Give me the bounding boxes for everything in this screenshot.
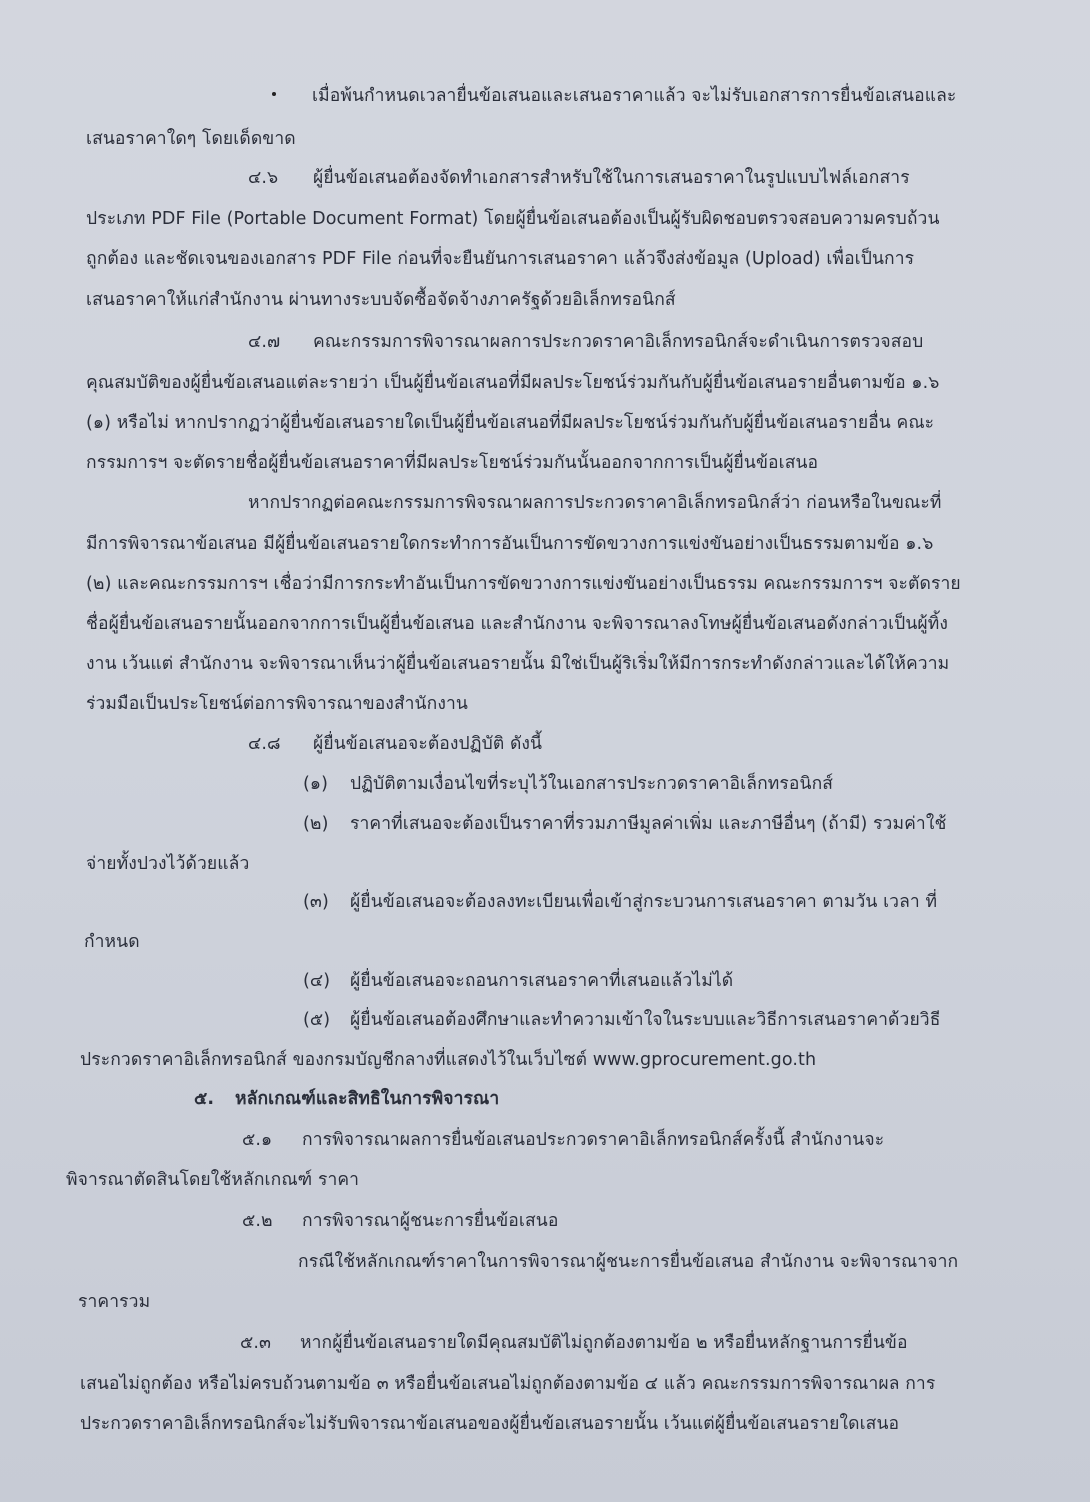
clause-number: ๕.๓	[240, 1333, 272, 1353]
item-number: (๕)	[303, 1010, 331, 1030]
item-number: (๒)	[303, 814, 329, 834]
text-line: จ่ายทั้งปวงไว้ด้วยแล้ว	[86, 854, 250, 874]
text-line: มีการพิจารณาข้อเสนอ มีผู้ยื่นข้อเสนอรายใดกระทำการอันเป็นการขัดขวางการแข่งขันอย่างเป็นธรรมตามข้อ ๑.๖	[86, 534, 934, 554]
item-number: (๔)	[303, 971, 331, 991]
text-line: คณะกรรมการพิจารณาผลการประกวดราคาอิเล็กทรอนิกส์จะดำเนินการตรวจสอบ	[313, 332, 924, 352]
text-line: งาน เว้นแต่ สำนักงาน จะพิจารณาเห็นว่าผู้ยื่นข้อเสนอรายนั้น มิใช่เป็นผู้ริเริ่มให้มีการกระทำดังกล่าวและได้ให้ความ	[86, 654, 950, 674]
text-line: คุณสมบัติของผู้ยื่นข้อเสนอแต่ละรายว่า เป็นผู้ยื่นข้อเสนอที่มีผลประโยชน์ร่วมกันกับผู้ยื่นข้อเสนอรายอื่นตามข้อ ๑.๖	[86, 373, 940, 393]
text-line: หากผู้ยื่นข้อเสนอรายใดมีคุณสมบัติไม่ถูกต้องตามข้อ ๒ หรือยื่นหลักฐานการยื่นข้อ	[300, 1333, 908, 1353]
text-line: เสนอไม่ถูกต้อง หรือไม่ครบถ้วนตามข้อ ๓ หรือยื่นข้อเสนอไม่ถูกต้องตามข้อ ๔ แล้ว คณะกรรมการพิจารณาผล การ	[80, 1374, 936, 1394]
text-line: กรณีใช้หลักเกณฑ์ราคาในการพิจารณาผู้ชนะการยื่นข้อเสนอ สำนักงาน จะพิจารณาจาก	[298, 1252, 959, 1272]
stray-dot-mark	[272, 92, 276, 96]
text-line: พิจารณาตัดสินโดยใช้หลักเกณฑ์ ราคา	[66, 1170, 360, 1190]
text-line: การพิจารณาผลการยื่นข้อเสนอประกวดราคาอิเล็กทรอนิกส์ครั้งนี้ สำนักงานจะ	[302, 1130, 885, 1150]
text-line: (๑) หรือไม่ หากปรากฏว่าผู้ยื่นข้อเสนอรายใดเป็นผู้ยื่นข้อเสนอที่มีผลประโยชน์ร่วมกันกับผู้ยื่นข้อเสนอรายอื่น คณะ	[86, 413, 935, 433]
text-line: ผู้ยื่นข้อเสนอจะต้องลงทะเบียนเพื่อเข้าสู่กระบวนการเสนอราคา ตามวัน เวลา ที่	[350, 892, 938, 912]
text-line: เสนอราคาใดๆ โดยเด็ดขาด	[86, 129, 296, 149]
text-line: การพิจารณาผู้ชนะการยื่นข้อเสนอ	[302, 1211, 559, 1231]
text-line: ราคารวม	[78, 1292, 151, 1312]
text-line: ปฏิบัติตามเงื่อนไขที่ระบุไว้ในเอกสารประกวดราคาอิเล็กทรอนิกส์	[350, 774, 834, 794]
clause-number: ๔.๗	[248, 332, 281, 352]
text-line: (๒) และคณะกรรมการฯ เชื่อว่ามีการกระทำอันเป็นการขัดขวางการแข่งขันอย่างเป็นธรรม คณะกรรมการฯ จะตัดราย	[86, 574, 961, 594]
clause-number: ๕.๒	[242, 1211, 273, 1231]
text-line: กรรมการฯ จะตัดรายชื่อผู้ยื่นข้อเสนอราคาที่มีผลประโยชน์ร่วมกันนั้นออกจากการเป็นผู้ยื่นข้อเสนอ	[86, 453, 819, 473]
section-heading: หลักเกณฑ์และสิทธิในการพิจารณา	[235, 1089, 500, 1109]
clause-number: ๕.๑	[242, 1130, 273, 1150]
text-line: เสนอราคาให้แก่สำนักงาน ผ่านทางระบบจัดซื้อจัดจ้างภาครัฐด้วยอิเล็กทรอนิกส์	[86, 290, 676, 310]
text-line: กำหนด	[84, 932, 140, 952]
text-line: ชื่อผู้ยื่นข้อเสนอรายนั้นออกจากการเป็นผู้ยื่นข้อเสนอ และสำนักงาน จะพิจารณาลงโทษผู้ยื่นข้อเสนอดังกล่าวเป็นผู้ทิ้ง	[86, 614, 949, 634]
text-line: ผู้ยื่นข้อเสนอต้องศึกษาและทำความเข้าใจในระบบและวิธีการเสนอราคาด้วยวิธี	[350, 1010, 941, 1030]
text-line: ผู้ยื่นข้อเสนอจะต้องปฏิบัติ ดังนี้	[313, 734, 543, 754]
clause-number: ๔.๖	[248, 168, 279, 188]
text-line: ถูกต้อง และชัดเจนของเอกสาร PDF File ก่อนที่จะยืนยันการเสนอราคา แล้วจึงส่งข้อมูล (Upload) เพื่อเป็นการ	[86, 249, 915, 269]
text-line: ประกวดราคาอิเล็กทรอนิกส์จะไม่รับพิจารณาข้อเสนอของผู้ยื่นข้อเสนอรายนั้น เว้นแต่ผู้ยื่นข้อเสนอรายใดเสนอ	[80, 1414, 900, 1434]
item-number: (๑)	[303, 774, 329, 794]
text-line: ผู้ยื่นข้อเสนอต้องจัดทำเอกสารสำหรับใช้ในการเสนอราคาในรูปแบบไฟล์เอกสาร	[313, 168, 910, 188]
clause-number: ๔.๘	[248, 734, 281, 754]
text-line: ร่วมมือเป็นประโยชน์ต่อการพิจารณาของสำนักงาน	[86, 694, 468, 714]
text-line: หากปรากฏต่อคณะกรรมการพิจรณาผลการประกวดราคาอิเล็กทรอนิกส์ว่า ก่อนหรือในขณะที่	[248, 493, 942, 513]
text-line: ประกวดราคาอิเล็กทรอนิกส์ ของกรมบัญชีกลางที่แสดงไว้ในเว็บไซต์ www.gprocurement.go.th	[80, 1050, 817, 1070]
text-line: ประเภท PDF File (Portable Document Format) โดยผู้ยื่นข้อเสนอต้องเป็นผู้รับผิดชอบตรวจสอบความครบถ้วน	[86, 209, 940, 229]
section-number: ๕.	[194, 1089, 215, 1109]
text-line: เมื่อพ้นกำหนดเวลายื่นข้อเสนอและเสนอราคาแล้ว จะไม่รับเอกสารการยื่นข้อเสนอและ	[312, 86, 957, 106]
text-line: ผู้ยื่นข้อเสนอจะถอนการเสนอราคาที่เสนอแล้วไม่ได้	[350, 971, 734, 991]
item-number: (๓)	[303, 892, 329, 912]
text-line: ราคาที่เสนอจะต้องเป็นราคาที่รวมภาษีมูลค่าเพิ่ม และภาษีอื่นๆ (ถ้ามี) รวมค่าใช้	[350, 814, 947, 834]
